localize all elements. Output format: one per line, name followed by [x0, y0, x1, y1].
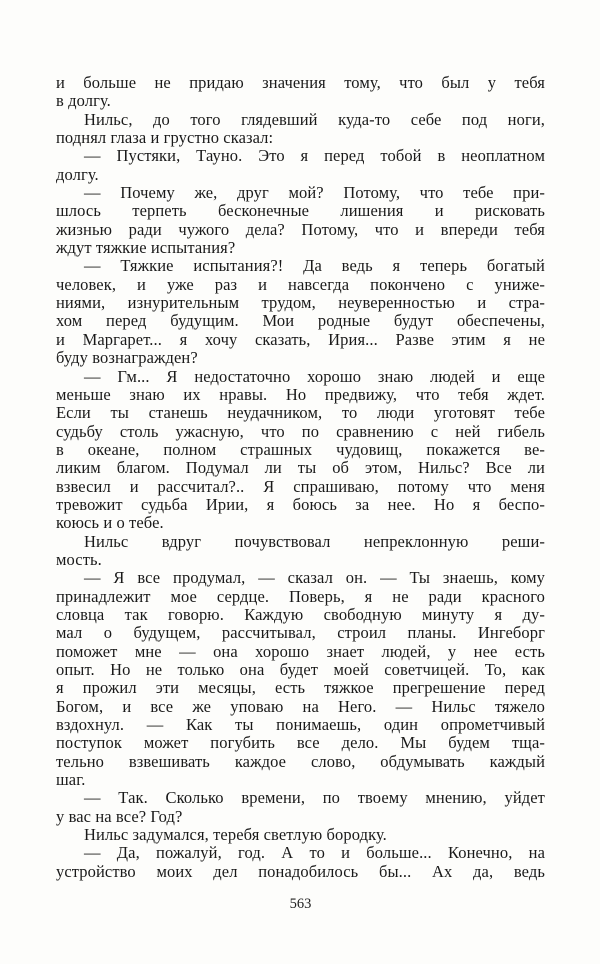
text-line: ликим благом. Подумал ли ты об этом, Нильс? Все ли [56, 458, 545, 478]
text-line: поступок может погубить все дело. Мы будем тща- [56, 733, 545, 753]
text-line: я прожил эти месяцы, есть тяжкое прегрешение перед [56, 678, 545, 698]
page-text-block [56, 74, 545, 881]
text-line: поможет мне — она хорошо знает людей, у нее есть [56, 641, 545, 661]
text-line: — Пустяки, Тауно. Это я перед тобой в неоплатном [84, 146, 545, 166]
text-line: — Да, пожалуй, год. А то и больше... Конечно, на [84, 843, 545, 863]
text-line: Нильс вдруг почувствовал непреклонную реши- [84, 531, 545, 551]
text-line: в океане, полном страшных чудовищ, покажется ве- [56, 439, 545, 459]
text-line: ждут тяжкие испытания? [56, 238, 236, 258]
text-line: ниями, изнурительным трудом, неуверенностью и стра- [56, 293, 545, 313]
text-line: — Почему же, друг мой? Потому, что тебе при- [84, 183, 545, 203]
text-line: Если ты станешь неудачником, то люди уготовят тебе [56, 403, 545, 423]
page-number: 563 [289, 896, 312, 912]
text-line: — Гм... Я недостаточно хорошо знаю людей и еще [84, 366, 545, 386]
text-line: у вас на все? Год? [56, 806, 183, 826]
text-line: жизнью ради чужого дела? Потому, что и впереди тебя [56, 219, 545, 239]
text-line: взвесил и рассчитал?.. Я спрашиваю, потому что меня [56, 476, 545, 496]
text-line: устройство моих дел понадобилось бы... Ах да, ведь [56, 861, 545, 881]
text-line: буду вознагражден? [56, 348, 198, 368]
text-line: шаг. [56, 770, 86, 790]
text-line: — Так. Сколько времени, по твоему мнению, уйдет [84, 788, 545, 808]
text-line: словца так говорю. Каждую свободную минуту я ду- [56, 604, 545, 624]
text-line: принадлежит мое сердце. Поверь, я не ради красного [56, 586, 545, 606]
text-line: тельно взвешивать каждое слово, обдумывать каждый [56, 751, 545, 771]
text-line: — Тяжкие испытания?! Да ведь я теперь богатый [84, 256, 545, 276]
text-line: долгу. [56, 164, 99, 184]
text-line: человек, и уже раз и навсегда покончено с униже- [56, 274, 545, 294]
text-line: Богом, и все же уповаю на Него. — Нильс тяжело [56, 696, 545, 716]
text-line: и больше не придаю значения тому, что был у тебя [56, 73, 545, 92]
text-line: хом перед будущим. Мои родные будут обеспечены, [56, 311, 545, 331]
text-line: меньше знаю их нравы. Но предвижу, что тебя ждет. [56, 384, 545, 404]
text-line: тревожит судьба Ирии, я боюсь за нее. Но я беспо- [56, 494, 545, 514]
text-line: мость. [56, 549, 102, 569]
text-line: — Я все продумал, — сказал он. — Ты знаешь, кому [84, 568, 545, 588]
text-line: Нильс, до того глядевший куда-то себе под ноги, [84, 109, 545, 129]
text-line: и Маргарет... я хочу сказать, Ирия... Разве этим я не [56, 329, 545, 349]
text-line: поднял глаза и грустно сказал: [56, 128, 274, 148]
text-line: судьбу столь ужасную, что по сравнению с ней гибель [56, 421, 545, 441]
text-line: Нильс задумался, теребя светлую бородку. [84, 825, 387, 845]
text-line: опыт. Но не только она будет моей советчицей. То, как [56, 660, 545, 679]
text-line: коюсь и о тебе. [56, 513, 164, 533]
text-line: в долгу. [56, 91, 111, 111]
text-line: мал о будущем, рассчитывал, строил планы. Ингеборг [56, 623, 545, 643]
text-line: шлось терпеть бесконечные лишения и рисковать [56, 201, 545, 221]
text-line: вздохнул. — Как ты понимаешь, один опрометчивый [56, 715, 545, 735]
